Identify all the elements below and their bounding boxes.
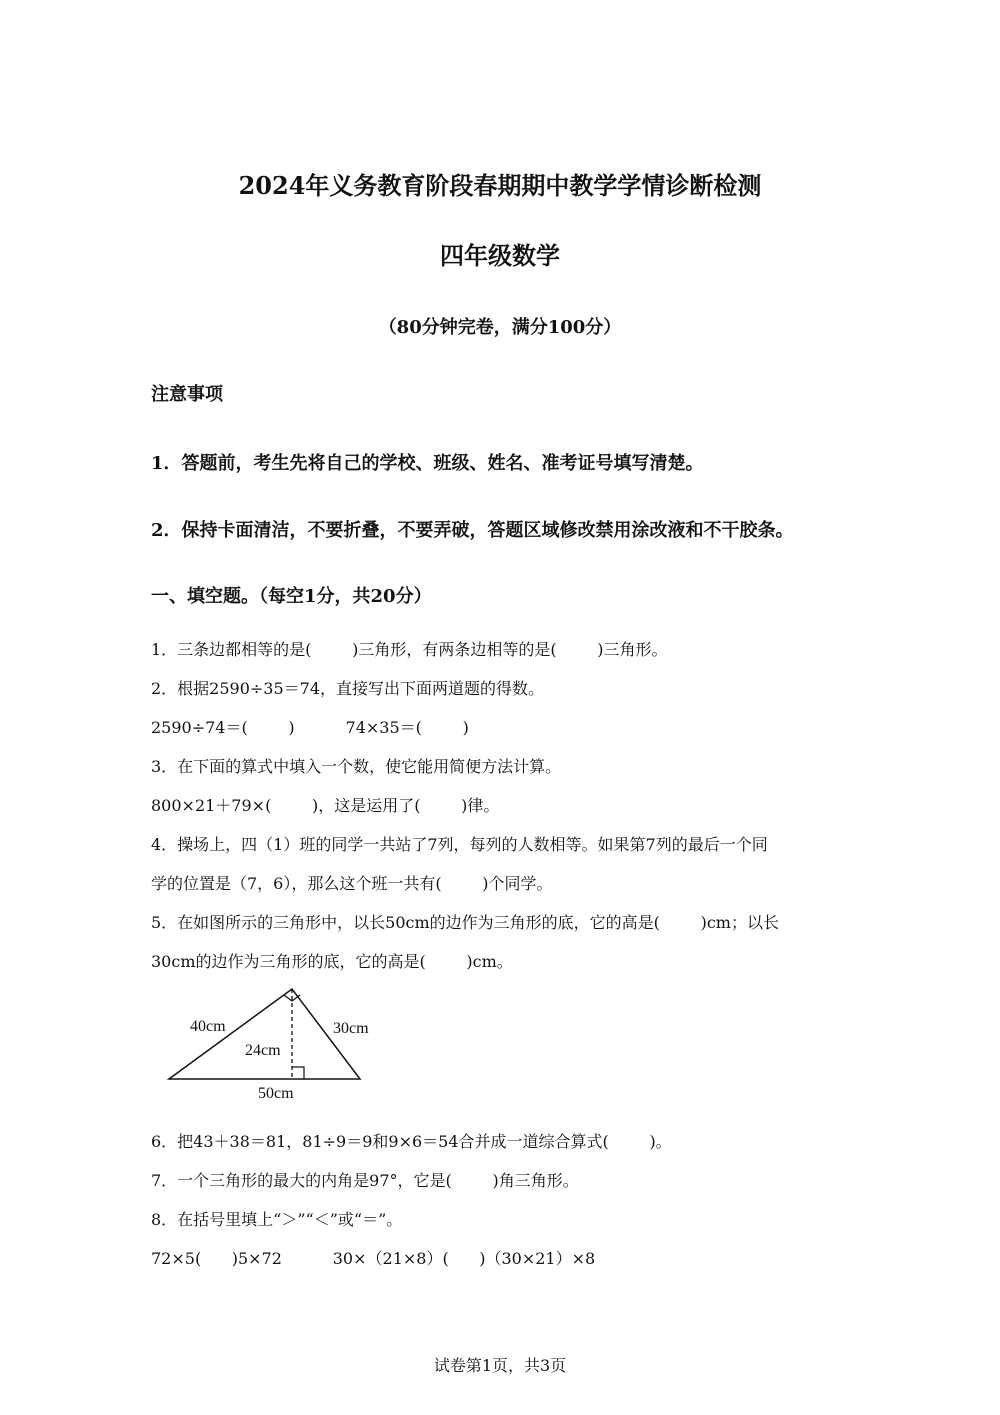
question-7: 7．一个三角形的最大的内角是97°，它是( )角三角形。 xyxy=(151,1171,579,1190)
question-3: 3．在下面的算式中填入一个数，使它能用简便方法计算。 xyxy=(151,757,562,776)
triangle-figure xyxy=(160,982,400,1107)
label-height-24cm: 24cm xyxy=(245,1042,281,1059)
question-6: 6．把43＋38＝81，81÷9＝9和9×6＝54合并成一道综合算式( )。 xyxy=(151,1132,672,1151)
question-8-sub: 72×5( )5×72 30×（21×8）( )（30×21）×8 xyxy=(151,1249,596,1268)
notice-heading: 注意事项 xyxy=(151,384,223,405)
exam-title: 2024年义务教育阶段春期期中教学学情诊断检测 xyxy=(238,171,762,200)
right-angle-mark-base xyxy=(292,1067,304,1079)
label-side-30cm: 30cm xyxy=(333,1020,369,1037)
question-3-sub: 800×21＋79×( )，这是运用了( )律。 xyxy=(151,796,500,815)
exam-subject: 四年级数学 xyxy=(440,241,560,270)
question-5-line-1: 5．在如图所示的三角形中，以长50cm的边作为三角形的底，它的高是( )cm；以长 xyxy=(151,913,779,932)
question-2: 2．根据2590÷35＝74，直接写出下面两道题的得数。 xyxy=(151,679,545,698)
notice-item-1: 1．答题前，考生先将自己的学校、班级、姓名、准考证号填写清楚。 xyxy=(151,453,704,474)
label-side-40cm: 40cm xyxy=(190,1018,226,1035)
notice-item-2: 2．保持卡面清洁，不要折叠，不要弄破，答题区域修改禁用涂改液和不干胶条。 xyxy=(151,520,794,541)
label-base-50cm: 50cm xyxy=(258,1085,294,1102)
question-8: 8．在括号里填上“＞”“＜”或“＝”。 xyxy=(151,1210,403,1229)
question-5-line-2: 30cm的边作为三角形的底，它的高是( )cm。 xyxy=(151,952,513,971)
exam-time-note: （80分钟完卷，满分100分） xyxy=(378,317,622,338)
question-2-sub: 2590÷74＝( ) 74×35＝( ) xyxy=(151,718,469,737)
question-4-line-1: 4．操场上，四（1）班的同学一共站了7列，每列的人数相等。如果第7列的最后一个同 xyxy=(151,835,768,854)
section-1-heading: 一、填空题。（每空1分，共20分） xyxy=(151,586,432,607)
question-4-line-2: 学的位置是（7，6），那么这个班一共有( )个同学。 xyxy=(151,874,553,893)
page-footer: 试卷第1页，共3页 xyxy=(433,1356,567,1375)
question-1: 1．三条边都相等的是( )三角形，有两条边相等的是( )三角形。 xyxy=(151,640,668,659)
